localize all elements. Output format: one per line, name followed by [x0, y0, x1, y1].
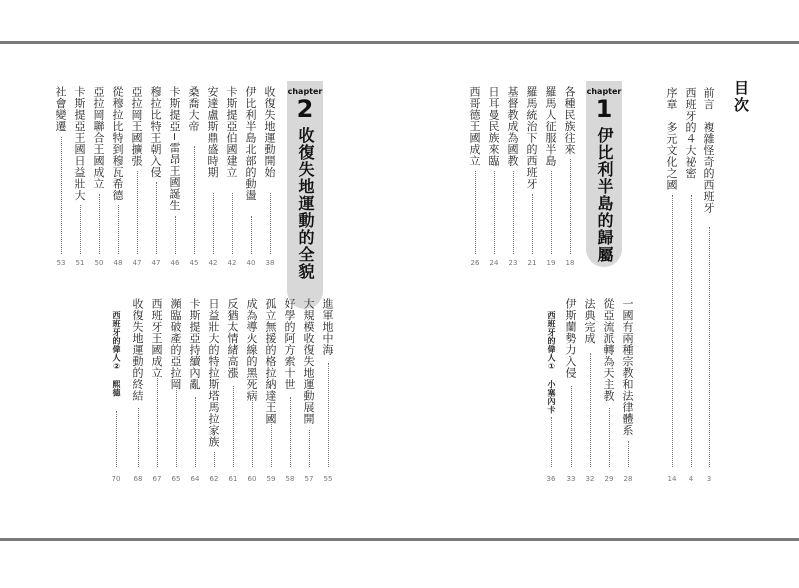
- chapter-2-card: [287, 81, 323, 309]
- bottom-rule: [0, 538, 799, 541]
- chapter-2-number: 2: [296, 95, 314, 123]
- chapter-1-label: chapter: [586, 87, 622, 96]
- right-page: 目次 前言 複雜怪奇的西班牙 3 西班牙的４大祕密 4 序章 多元文化之國 14 chapter 1 伊比利半島的歸屬 各種民族往來 18 羅馬人征服半島 19 羅馬統治下的西班牙 21 基督教成為國教 23 日耳曼民族來臨 24 西哥德王國成立 26 一國有兩種宗教和法律體系 28 從亞流派轉為天主教 29 法典完成 32 伊斯蘭勢力入侵 33 西班牙的偉人① 小塞內卡 36: [468, 80, 750, 483]
- chapter-1-title: 伊比利半島的歸屬: [595, 127, 614, 263]
- chapter-1-number: 1: [595, 95, 613, 123]
- chapter-2-label: chapter: [287, 87, 323, 96]
- chapter-1-card: [586, 81, 622, 267]
- left-page: chapter 2 收復失地運動的全貌 收復失地運動開始 38 伊比利半島北部的動盪 40 卡斯提亞伯國建立 42 安達盧斯鼎盛時期 42 桑喬大帝 45 卡斯提亞−雷昂王國誕生 46 穆拉比特王朝入侵 47 亞拉岡王國擴張 47 從穆拉比特到穆瓦希德 48 亞拉岡聯合王國成立 50 卡斯提亞王國日益壯大 51 社會變遷 53 進軍地中海 55 大規模收復失地運動展開 57 好學的阿方索十世 58 孤立無援的格拉納達王國 59 成為導火線的黑死病 60 反猶太情緒高漲 61 日益壯大的特拉斯塔馬拉家族 62 卡斯提亞持續內亂 64 瀕臨破產的亞拉岡 65 西班牙王國成立 67 收復失地運動的終結 68 西班牙的偉人② 熙德 70: [0, 41, 400, 538]
- toc-heading: 目次: [732, 80, 750, 114]
- chapter-2-title: 收復失地運動的全貌: [296, 127, 315, 280]
